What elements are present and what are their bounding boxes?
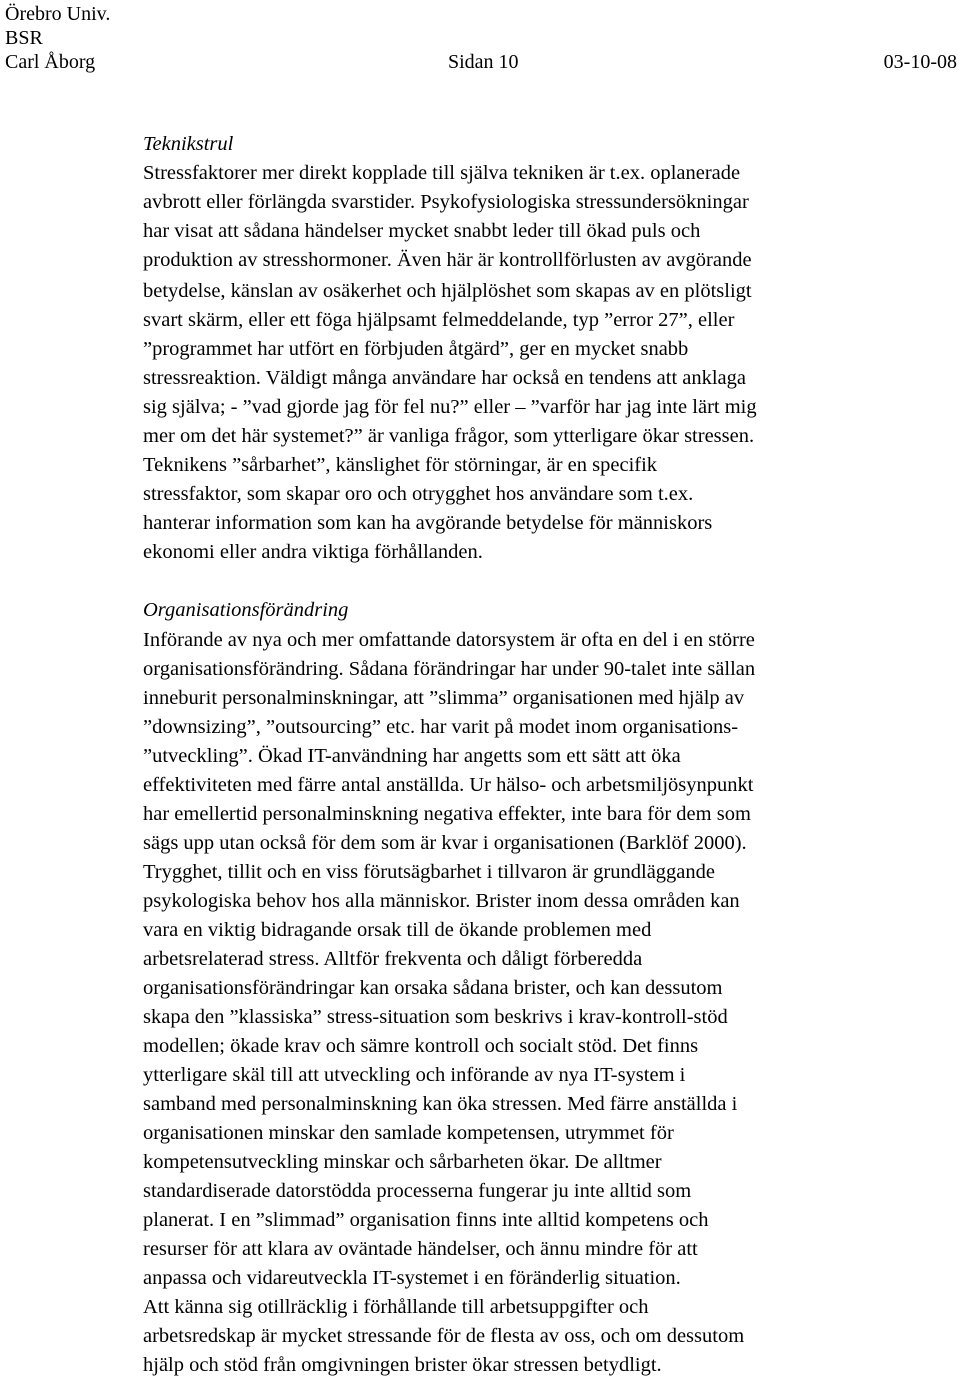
page-number: Sidan 10 — [448, 51, 519, 73]
text-line: ekonomi eller andra viktiga förhållanden. — [143, 541, 483, 563]
text-line: sig själva; - ”vad gjorde jag för fel nu?” eller – ”varför har jag inte lärt mig — [143, 396, 757, 418]
text-line: organisationen minskar den samlade kompetensen, utrymmet för — [143, 1122, 674, 1144]
document-date: 03-10-08 — [883, 51, 957, 73]
text-line: avbrott eller förlängda svarstider. Psykofysiologiska stressundersökningar — [143, 191, 749, 213]
text-line: svart skärm, eller ett föga hjälpsamt felmeddelande, typ ”error 27”, eller — [143, 309, 735, 331]
text-line: ”programmet har utfört en förbjuden åtgärd”, ger en mycket snabb — [143, 338, 689, 360]
text-line: sägs upp utan också för dem som är kvar i organisationen (Barklöf 2000). — [143, 832, 747, 854]
text-line: psykologiska behov hos alla människor. Brister inom dessa områden kan — [143, 890, 740, 912]
text-line: organisationsförändring. Sådana förändringar har under 90-talet inte sällan — [143, 658, 756, 680]
text-line: ”downsizing”, ”outsourcing” etc. har varit på modet inom organisations- — [143, 716, 739, 738]
page-header — [5, 2, 957, 74]
text-line: stressreaktion. Väldigt många användare har också en tendens att anklaga — [143, 367, 747, 389]
text-line: Trygghet, tillit och en viss förutsägbarhet i tillvaron är grundläggande — [143, 861, 715, 883]
text-line: arbetsredskap är mycket stressande för de flesta av oss, och om dessutom — [143, 1325, 745, 1347]
header-row-university — [5, 2, 957, 26]
header-row-dept — [5, 26, 957, 50]
section-heading: Teknikstrul — [143, 133, 234, 155]
text-line: mer om det här systemet?” är vanliga frågor, som ytterligare ökar stressen. — [143, 425, 755, 447]
text-line: arbetsrelaterad stress. Alltför frekventa och dåligt förberedda — [143, 948, 643, 970]
text-line: resurser för att klara av oväntade händelser, och ännu mindre för att — [143, 1238, 698, 1260]
text-line: produktion av stresshormoner. Även här är kontrollförlusten av avgörande — [143, 249, 752, 271]
text-line: har emellertid personalminskning negativa effekter, inte bara för dem som — [143, 803, 751, 825]
text-line: organisationsförändringar kan orsaka sådana brister, och kan dessutom — [143, 977, 723, 999]
text-line: hjälp och stöd från omgivningen brister ökar stressen betydligt. — [143, 1354, 662, 1376]
text-line: hanterar information som kan ha avgörande betydelse för människors — [143, 512, 713, 534]
text-line: effektiviteten med färre antal anställda. Ur hälso- och arbetsmiljösynpunkt — [143, 774, 754, 796]
text-line: skapa den ”klassiska” stress-situation som beskrivs i krav-kontroll-stöd — [143, 1006, 728, 1028]
author-name: Carl Åborg — [5, 51, 96, 73]
text-line: Teknikens ”sårbarhet”, känslighet för störningar, är en specifik — [143, 454, 658, 476]
header-row-author — [5, 50, 957, 74]
text-line: inneburit personalminskningar, att ”slimma” organisationen med hjälp av — [143, 687, 745, 709]
text-line: har visat att sådana händelser mycket snabbt leder till ökad puls och — [143, 220, 701, 242]
university-name: Örebro Univ. — [5, 3, 111, 25]
department-code: BSR — [5, 27, 43, 49]
text-line: kompetensutveckling minskar och sårbarheten ökar. De alltmer — [143, 1151, 662, 1173]
text-line: Stressfaktorer mer direkt kopplade till själva tekniken är t.ex. oplanerade — [143, 162, 741, 184]
text-line: standardiserade datorstödda processerna fungerar ju inte alltid som — [143, 1180, 692, 1202]
section-heading: Organisationsförändring — [143, 599, 349, 621]
text-line: ”utveckling”. Ökad IT-användning har angetts som ett sätt att öka — [143, 745, 681, 767]
text-line: Införande av nya och mer omfattande datorsystem är ofta en del i en större — [143, 629, 755, 651]
text-line: ytterligare skäl till att utveckling och införande av nya IT-system i — [143, 1064, 686, 1086]
text-line: Att känna sig otillräcklig i förhållande till arbetsuppgifter och — [143, 1296, 649, 1318]
text-line: modellen; ökade krav och sämre kontroll och socialt stöd. Det finns — [143, 1035, 699, 1057]
text-line: stressfaktor, som skapar oro och otrygghet hos användare som t.ex. — [143, 483, 694, 505]
text-line: planerat. I en ”slimmad” organisation finns inte alltid kompetens och — [143, 1209, 709, 1231]
text-line: vara en viktig bidragande orsak till de ökande problemen med — [143, 919, 652, 941]
text-line: betydelse, känslan av osäkerhet och hjälplöshet som skapas av en plötsligt — [143, 280, 752, 302]
text-line: anpassa och vidareutveckla IT-systemet i en föränderlig situation. — [143, 1267, 681, 1289]
text-line: samband med personalminskning kan öka stressen. Med färre anställda i — [143, 1093, 738, 1115]
